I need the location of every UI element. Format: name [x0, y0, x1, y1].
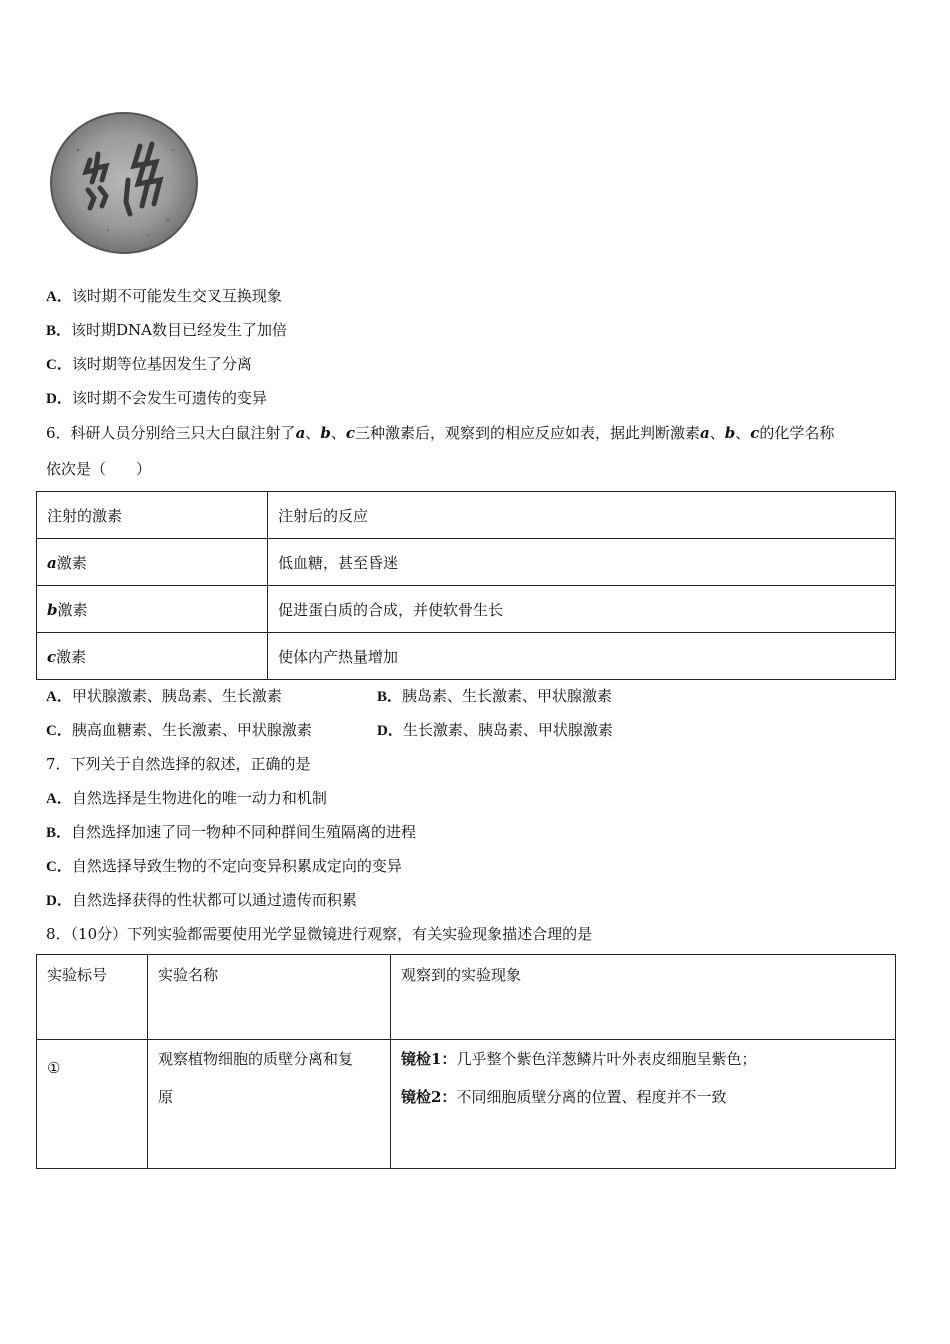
- table-cell: 镜检1：几乎整个紫色洋葱鳞片叶外表皮细胞呈紫色； 镜检2：不同细胞质壁分离的位置、程度并不一致: [391, 1040, 896, 1169]
- q7-option-b: B．自然选择加速了同一物种不同种群间生殖隔离的进程: [46, 823, 417, 841]
- table-cell: b激素: [37, 586, 268, 633]
- table-row: [37, 539, 896, 586]
- table-header-row: [37, 955, 896, 1040]
- q7-option-c: C．自然选择导致生物的不定向变异积累成定向的变异: [46, 857, 402, 875]
- q6-option-c: C．胰高血糖素、生长激素、甲状腺激素: [46, 721, 312, 739]
- table-header: 注射的激素: [37, 492, 268, 539]
- table-row: [37, 1040, 896, 1169]
- q5-option-b: B．该时期DNA数目已经发生了加倍: [46, 321, 288, 339]
- table-header: 注射后的反应: [268, 492, 896, 539]
- table-cell: 促进蛋白质的合成，并使软骨生长: [268, 586, 896, 633]
- table-cell: ①: [37, 1040, 148, 1169]
- table-header: 实验名称: [148, 955, 391, 1040]
- table-cell: 低血糖，甚至昏迷: [268, 539, 896, 586]
- q8-stem: 8．（10分）下列实验都需要使用光学显微镜进行观察，有关实验现象描述合理的是: [46, 925, 593, 943]
- table-header-row: [37, 492, 896, 539]
- q6-stem-line2: 依次是（ ）: [46, 460, 152, 478]
- table-row: [37, 586, 896, 633]
- q6-option-a: A．甲状腺激素、胰岛素、生长激素: [46, 687, 282, 705]
- q6-option-b: B．胰岛素、生长激素、甲状腺激素: [377, 687, 613, 705]
- q5-option-c: C．该时期等位基因发生了分离: [46, 355, 252, 373]
- q6-option-d: D．生长激素、胰岛素、甲状腺激素: [377, 721, 613, 739]
- cell-body: [51, 113, 197, 253]
- table-cell: 观察植物细胞的质壁分离和复 原: [148, 1040, 391, 1169]
- table-cell: a激素: [37, 539, 268, 586]
- q5-option-d: D．该时期不会发生可遗传的变异: [46, 389, 267, 407]
- table-row: [37, 633, 896, 680]
- q7-stem: 7．下列关于自然选择的叙述，正确的是: [46, 755, 311, 773]
- q5-option-a: A．该时期不可能发生交叉互换现象: [46, 287, 282, 305]
- table-cell: c激素: [37, 633, 268, 680]
- table-cell: 使体内产热量增加: [268, 633, 896, 680]
- table-header: 观察到的实验现象: [391, 955, 896, 1040]
- q7-option-d: D．自然选择获得的性状都可以通过遗传而积累: [46, 891, 357, 909]
- hormone-table: [36, 491, 896, 680]
- q6-stem: 6．科研人员分别给三只大白鼠注射了a、b、c三种激素后，观察到的相应反应如表，据此判断激素a、b、c的化学名称: [46, 424, 835, 442]
- table-header: 实验标号: [37, 955, 148, 1040]
- cell-micrograph: [48, 110, 200, 256]
- experiment-table: [36, 954, 896, 1169]
- q7-option-a: A．自然选择是生物进化的唯一动力和机制: [46, 789, 327, 807]
